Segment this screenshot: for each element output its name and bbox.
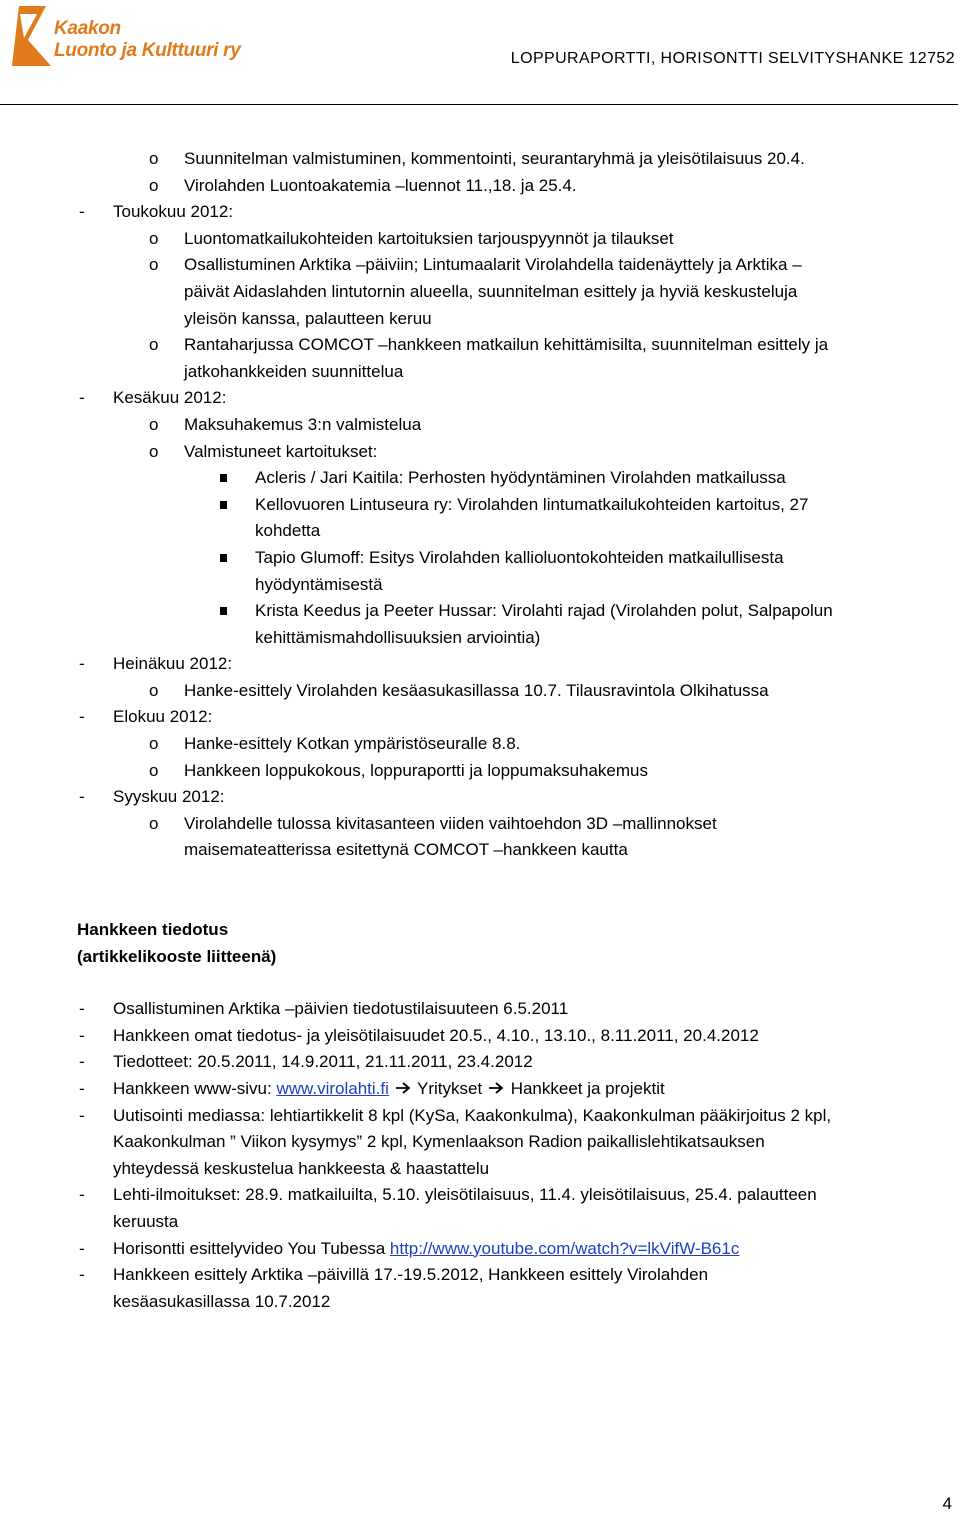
section-spacer [0,970,960,996]
list-item-text [0,1076,960,1103]
list-item [0,731,960,758]
dash-bullet: - [79,1079,85,1098]
list-item-text: Rantaharjussa COMCOT –hankkeen matkailun kehittämisilta, suunnitelman esittely ja [184,335,829,355]
month-label: Toukokuu 2012: [113,202,234,222]
list-item-text: Luontomatkailukohteiden kartoituksien tarjouspyynnöt ja tilaukset [184,228,674,248]
sub-list-item-text: kohdetta [255,521,321,541]
section-spacer [0,864,960,917]
list-item-text: Kaakonkulman ” Viikon kysymys” 2 kpl, Kymenlaakson Radion paikallislehtikatsauksen [113,1132,765,1152]
list-item-text: Virolahdelle tulossa kivitasanteen viiden vaihtoehdon 3D –mallinnokset [184,813,717,833]
sub-list-item [0,545,960,598]
list-item-text: Virolahden Luontoakatemia –luennot 11.,18. ja 25.4. [184,175,577,195]
list-item [0,1103,960,1183]
dash-bullet: - [79,202,85,222]
list-item [0,758,960,785]
list-item [0,678,960,705]
list-item-text: Hankkeen esittely Arktika –päivillä 17.-19.5.2012, Hankkeen esittely Virolahden [113,1265,709,1285]
circle-bullet: o [149,255,159,275]
month-label: Kesäkuu 2012: [113,388,227,408]
list-item-text: maisemateatterissa esitettynä COMCOT –hankkeen kautta [184,840,628,860]
logo-mark-icon [6,4,54,68]
page-header [0,0,960,110]
website-path-part: Hankkeet ja projektit [510,1079,665,1098]
list-item [0,811,960,864]
list-item-text: Osallistuminen Arktika –päivien tiedotustilaisuuteen 6.5.2011 [113,999,569,1019]
sub-list-item-text: Kellovuoren Lintuseura ry: Virolahden lintumatkailukohteiden kartoitus, 27 [255,494,809,514]
list-item-text: Valmistuneet kartoitukset: [184,441,378,461]
arrow-right-icon [396,1081,411,1095]
list-item [0,439,960,466]
list-item-text: päivät Aidaslahden lintutornin alueella, suunnitelman esittely ja hyviä keskusteluja [184,281,798,301]
circle-bullet: o [149,175,159,195]
website-link[interactable]: www.virolahti.fi [276,1079,389,1098]
organization-logo [6,4,246,74]
dash-bullet: - [79,1185,85,1205]
month-label: Syyskuu 2012: [113,787,225,807]
month-heading [0,704,960,731]
section-heading [0,917,960,970]
sub-list-item-text: Acleris / Jari Kaitila: Perhosten hyödyntäminen Virolahden matkailussa [255,468,786,488]
section-heading-line-1: Hankkeen tiedotus [77,920,229,940]
list-item [0,173,960,200]
list-item-text: Lehti-ilmoitukset: 28.9. matkailuilta, 5.10. yleisötilaisuus, 11.4. yleisötilaisuus, 25.4. palautteen [113,1185,817,1205]
logo-line-2: Luonto ja Kulttuuri ry [54,40,241,61]
list-item [0,1236,960,1263]
section-heading-line-2: (artikkelikooste liitteenä) [77,946,277,966]
list-item-text: Uutisointi mediassa: lehtiartikkelit 8 kpl (KySa, Kaakonkulma), Kaakonkulman pääkirjoitus 2 kpl, [113,1105,832,1125]
document-body [0,146,960,1315]
dash-bullet: - [79,1025,85,1045]
sub-list-item [0,492,960,545]
header-divider [0,104,958,105]
month-label: Elokuu 2012: [113,707,213,727]
dash-bullet: - [79,1265,85,1285]
video-link[interactable]: http://www.youtube.com/watch?v=lkVifW-B61c [389,1238,740,1258]
sub-list-item-text: kehittämismahdollisuuksien arviointia) [255,627,541,647]
report-title: LOPPURAPORTTI, HORISONTTI SELVITYSHANKE 12752 [510,50,955,67]
circle-bullet: o [149,734,159,754]
page-number: 4 [942,1494,952,1513]
circle-bullet: o [149,228,159,248]
month-heading [0,385,960,412]
circle-bullet: o [149,441,159,461]
list-item-text: Maksuhakemus 3:n valmistelua [184,414,422,434]
list-item [0,1023,960,1050]
dash-bullet: - [79,388,85,408]
circle-bullet: o [149,680,159,700]
website-label: Hankkeen www-sivu: [113,1079,277,1098]
list-item [0,332,960,385]
list-item-text: keruusta [113,1211,179,1231]
sub-list-item-text: hyödyntämisestä [255,574,383,594]
video-label: Horisontti esittelyvideo You Tubessa [113,1238,390,1258]
dash-bullet: - [79,1105,85,1125]
arrow-right-icon [489,1081,504,1095]
square-bullet-icon [220,474,227,482]
list-item-text: kesäasukasillassa 10.7.2012 [113,1291,331,1311]
circle-bullet: o [149,335,159,355]
dash-bullet: - [79,707,85,727]
list-item-text: Hankkeen loppukokous, loppuraportti ja loppumaksuhakemus [184,760,649,780]
list-item [0,412,960,439]
square-bullet-icon [220,554,227,562]
square-bullet-icon [220,501,227,509]
circle-bullet: o [149,149,159,168]
list-item [0,1076,960,1103]
website-path-part: Yritykset [417,1079,483,1098]
logo-text [54,18,241,62]
month-heading [0,651,960,678]
sub-list-item [0,465,960,492]
circle-bullet: o [149,813,159,833]
list-item-text [0,1236,960,1263]
square-bullet-icon [220,607,227,615]
list-item [0,996,960,1023]
sub-list-item-text: Krista Keedus ja Peeter Hussar: Virolahti rajad (Virolahden polut, Salpapolun [255,601,833,621]
list-item [0,226,960,253]
dash-bullet: - [79,1052,85,1072]
list-item-text: Suunnitelman valmistuminen, kommentointi, seurantaryhmä ja yleisötilaisuus 20.4. [184,149,805,168]
list-item-text: Hankkeen omat tiedotus- ja yleisötilaisuudet 20.5., 4.10., 13.10., 8.11.2011, 20.4.2012 [113,1025,759,1045]
list-item-text: yleisön kanssa, palautteen keruu [184,308,432,328]
list-item-text: Tiedotteet: 20.5.2011, 14.9.2011, 21.11.2011, 23.4.2012 [113,1052,533,1072]
list-item [0,1049,960,1076]
list-item-text: Osallistuminen Arktika –päiviin; Lintumaalarit Virolahdella taidenäyttely ja Arktika – [184,255,802,275]
list-item-text: jatkohankkeiden suunnittelua [184,361,404,381]
dash-bullet: - [79,999,85,1019]
list-item [0,146,960,173]
list-item-text: Hanke-esittely Virolahden kesäasukasillassa 10.7. Tilausravintola Olkihatussa [184,680,769,700]
month-heading [0,784,960,811]
list-item [0,1182,960,1235]
list-item-text: yhteydessä keskustelua hankkeesta & haastattelu [113,1158,490,1178]
circle-bullet: o [149,760,159,780]
sub-list-item-text: Tapio Glumoff: Esitys Virolahden kallioluontokohteiden matkailullisesta [255,547,784,567]
dash-bullet: - [79,787,85,807]
logo-line-1: Kaakon [54,18,121,39]
list-item [0,1262,960,1315]
list-item-text: Hanke-esittely Kotkan ympäristöseuralle 8.8. [184,734,521,754]
circle-bullet: o [149,414,159,434]
sub-list-item [0,598,960,651]
month-label: Heinäkuu 2012: [113,654,233,674]
list-item [0,252,960,332]
dash-bullet: - [79,1238,85,1258]
month-heading [0,199,960,226]
dash-bullet: - [79,654,85,674]
